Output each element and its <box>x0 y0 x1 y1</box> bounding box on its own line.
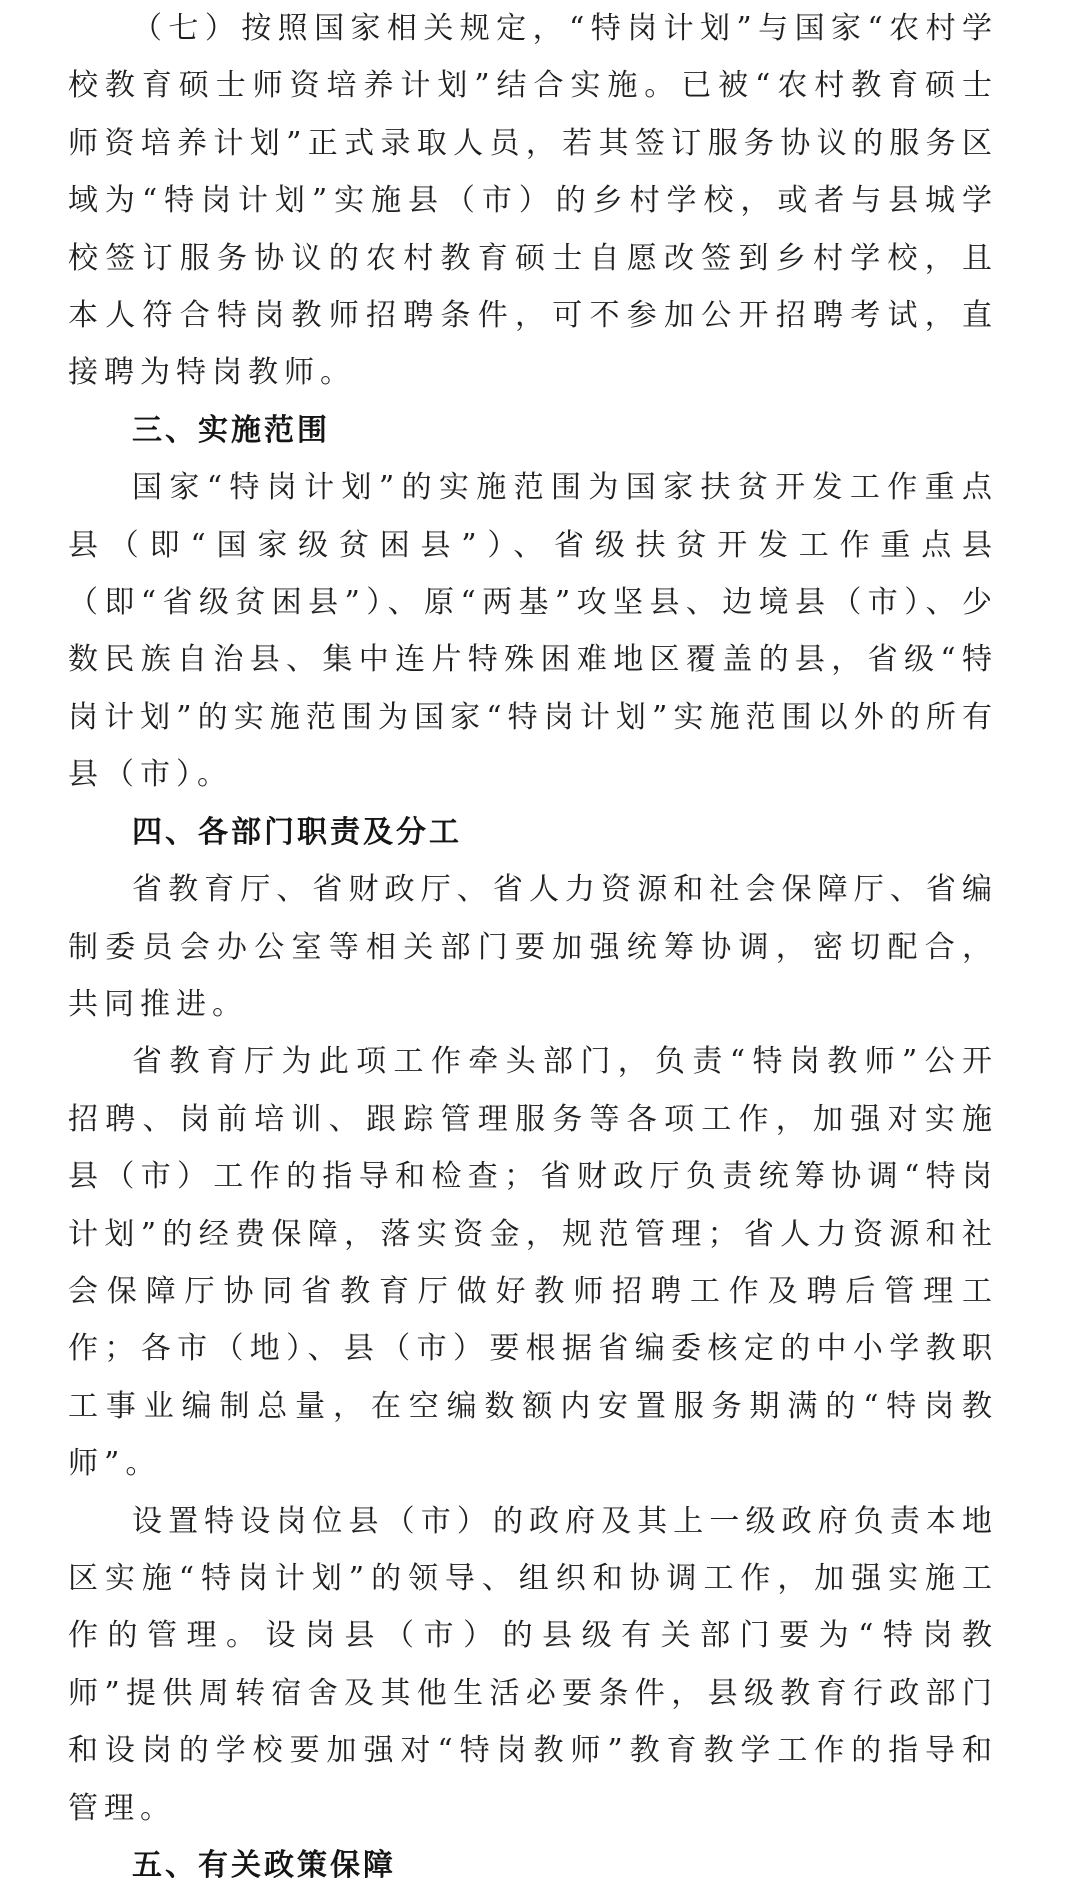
paragraph-rural-master-plan: （七）按照国家相关规定，“特岗计划”与国家“农村学校教育硕士师资培养计划”结合实施。已被“农村教育硕士师资培养计划”正式录取人员，若其签订服务协议的服务区域为“特岗计划”实施县（市）的乡村学校，或者与县城学校签订服务协议的农村教育硕士自愿改签到乡村学校，且本人符合特岗教师招聘条件，可不参加公开招聘考试，直接聘为特岗教师。 <box>68 11 998 391</box>
document-body <box>68 0 998 1894</box>
paragraph-county-government: 设置特设岗位县（市）的政府及其上一级政府负责本地区实施“特岗计划”的领导、组织和协调工作，加强实施工作的管理。设岗县（市）的县级有关部门要为“特岗教师”提供周转宿舍及其他生活必要条件，县级教育行政部门和设岗的学校要加强对“特岗教师”教育教学工作的指导和管理。 <box>68 1503 998 1826</box>
paragraph-department-duties: 省教育厅为此项工作牵头部门，负责“特岗教师”公开招聘、岗前培训、跟踪管理服务等各项工作，加强对实施县（市）工作的指导和检查；省财政厅负责统筹协调“特岗计划”的经费保障，落实资金，规范管理；省人力资源和社会保障厅协同省教育厅做好教师招聘工作及聘后管理工作；各市（地）、县（市）要根据省编委核定的中小学教职工事业编制总量，在空编数额内安置服务期满的“特岗教师”。 <box>68 1044 998 1482</box>
paragraph-scope: 国家“特岗计划”的实施范围为国家扶贫开发工作重点县（即“国家级贫困县”）、省级扶贫开发工作重点县（即“省级贫困县”）、原“两基”攻坚县、边境县（市）、少数民族自治县、集中连片特殊困难地区覆盖的县，省级“特岗计划”的实施范围为国家“特岗计划”实施范围以外的所有县（市）。 <box>68 470 998 793</box>
section-heading-scope: 三、实施范围 <box>132 412 330 448</box>
section-heading-responsibilities: 四、各部门职责及分工 <box>132 814 462 850</box>
section-heading-policy: 五、有关政策保障 <box>132 1848 396 1883</box>
paragraph-coordination: 省教育厅、省财政厅、省人力资源和社会保障厅、省编制委员会办公室等相关部门要加强统筹协调，密切配合，共同推进。 <box>68 872 998 1022</box>
